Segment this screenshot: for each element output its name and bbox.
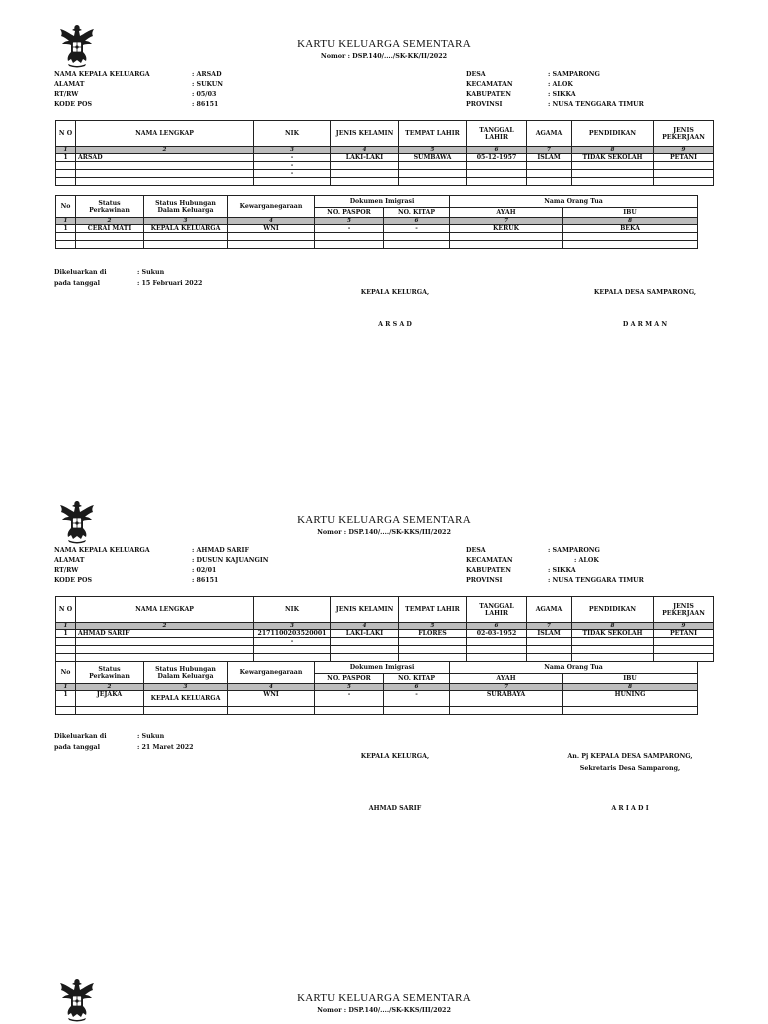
col-number: 7 xyxy=(527,623,572,630)
col-relation: Status Hubungan Dalam Keluarga xyxy=(144,662,228,684)
cell-job xyxy=(654,646,714,654)
table-row xyxy=(56,638,714,646)
cell-religion xyxy=(527,170,572,178)
cell-religion xyxy=(527,638,572,646)
table-row xyxy=(56,225,698,233)
sign-right-name: A R I A D I xyxy=(611,805,649,812)
card-title: KARTU KELUARGA SEMENTARA xyxy=(297,992,471,1004)
cell-education xyxy=(572,162,654,170)
col-number: 6 xyxy=(467,147,527,154)
district-label: KECAMATAN xyxy=(466,557,513,564)
col-number: 8 xyxy=(572,623,654,630)
cell-sex xyxy=(331,646,399,654)
col-birthplace: TEMPAT LAHIR xyxy=(399,597,467,623)
cell-citizenship: WNI xyxy=(228,691,315,707)
col-number: 9 xyxy=(654,623,714,630)
cell-birthdate xyxy=(467,638,527,646)
col-number: 3 xyxy=(254,623,331,630)
issued-info xyxy=(54,267,202,289)
col-mother: IBU xyxy=(563,208,698,218)
col-number: 7 xyxy=(450,684,563,691)
head-name-label: NAMA KEPALA KELUARGA xyxy=(54,71,150,78)
col-number: 2 xyxy=(76,218,144,225)
cell-no: 1 xyxy=(56,630,76,638)
cell-passport: - xyxy=(315,225,384,233)
rtrw-value: : 02/01 xyxy=(192,567,217,574)
cell-sex xyxy=(331,638,399,646)
issued-on-label: pada tanggal xyxy=(54,744,101,751)
col-father: AYAH xyxy=(450,674,563,684)
col-number: 1 xyxy=(56,684,76,691)
cell-birthdate xyxy=(467,170,527,178)
sign-left-title: KEPALA KELURGA, xyxy=(360,289,430,296)
table-row xyxy=(56,233,698,241)
col-education: PENDIDIKAN xyxy=(572,121,654,147)
col-citizenship: Kewarganegaraan xyxy=(228,662,315,684)
col-no: No xyxy=(56,196,76,218)
col-number: 3 xyxy=(144,218,228,225)
members-table xyxy=(55,596,714,662)
postcode-value: : 86151 xyxy=(192,101,219,108)
cell-nik: 2171100203520001 xyxy=(254,630,331,638)
table-row xyxy=(56,646,714,654)
col-number: 6 xyxy=(467,623,527,630)
col-religion: AGAMA xyxy=(527,597,572,623)
cell-marital: CERAI MATI xyxy=(76,225,144,233)
col-number: 3 xyxy=(144,684,228,691)
cell-religion: ISLAM xyxy=(527,630,572,638)
col-job: JENIS PEKERJAAN xyxy=(654,597,714,623)
province-value: : NUSA TENGGARA TIMUR xyxy=(548,577,644,584)
village-value: : SAMPARONG xyxy=(548,71,600,78)
col-nik: NIK xyxy=(254,121,331,147)
col-documents: Dokumen Imigrasi xyxy=(315,662,450,674)
cell-sex: LAKI-LAKI xyxy=(331,154,399,162)
cell-citizenship: WNI xyxy=(228,225,315,233)
address-value: : DUSUN KAJUANGIN xyxy=(192,557,269,564)
col-nik: NIK xyxy=(254,597,331,623)
cell-nik: - xyxy=(254,170,331,178)
cell-name xyxy=(76,170,254,178)
col-birthdate: TANGGAL LAHIR xyxy=(467,121,527,147)
cell-nik: - xyxy=(254,638,331,646)
cell-birthplace: FLORES xyxy=(399,630,467,638)
rtrw-label: RT/RW xyxy=(54,91,79,98)
sign-right-subtitle: Sekretaris Desa Samparong, xyxy=(579,765,681,772)
col-no: N O xyxy=(56,121,76,147)
card-title: KARTU KELUARGA SEMENTARA xyxy=(297,38,471,50)
cell-no: 1 xyxy=(56,225,76,233)
regency-label: KABUPATEN xyxy=(466,567,511,574)
cell-no: 1 xyxy=(56,154,76,162)
cell-job xyxy=(654,170,714,178)
col-number: 8 xyxy=(563,684,698,691)
cell-name xyxy=(76,646,254,654)
card-number: Nomor : DSP.140/..../SK-KKS/III/2022 xyxy=(317,1006,451,1014)
table-row xyxy=(56,707,698,715)
cell-birthplace xyxy=(399,638,467,646)
head-info xyxy=(54,70,223,110)
regency-label: KABUPATEN xyxy=(466,91,511,98)
postcode-label: KODE POS xyxy=(54,577,93,584)
col-passport: NO. PASPOR xyxy=(315,208,384,218)
col-kitap: NO. KITAP xyxy=(384,208,450,218)
col-sex: JENIS KELAMIN xyxy=(331,597,399,623)
col-mother: IBU xyxy=(563,674,698,684)
table-row xyxy=(56,241,698,249)
province-value: : NUSA TENGGARA TIMUR xyxy=(548,101,644,108)
col-relation: Status Hubungan Dalam Keluarga xyxy=(144,196,228,218)
cell-birthdate xyxy=(467,162,527,170)
col-birthdate: TANGGAL LAHIR xyxy=(467,597,527,623)
col-no: No xyxy=(56,662,76,684)
cell-no xyxy=(56,170,76,178)
col-passport: NO. PASPOR xyxy=(315,674,384,684)
sign-left-name: AHMAD SARIF xyxy=(368,805,422,812)
col-number: 4 xyxy=(228,218,315,225)
col-number: 4 xyxy=(331,147,399,154)
card-number: Nomor : DSP.140/..../SK-KK/II/2022 xyxy=(320,52,448,60)
card-title: KARTU KELUARGA SEMENTARA xyxy=(297,514,471,526)
cell-education xyxy=(572,170,654,178)
col-religion: AGAMA xyxy=(527,121,572,147)
col-number: 8 xyxy=(572,147,654,154)
cell-sex xyxy=(331,162,399,170)
issued-on-label: pada tanggal xyxy=(54,280,101,287)
cell-relation: KEPALA KELUARGA xyxy=(144,225,228,233)
cell-name xyxy=(76,162,254,170)
cell-birthplace xyxy=(399,170,467,178)
region-info xyxy=(466,546,644,586)
province-label: PROVINSI xyxy=(466,577,503,584)
cell-job: PETANI xyxy=(654,630,714,638)
regency-value: : SIKKA xyxy=(548,91,576,98)
head-name-value: : AHMAD SARIF xyxy=(192,547,249,554)
address-value: : SUKUN xyxy=(192,81,224,88)
col-number: 2 xyxy=(76,684,144,691)
col-number: 5 xyxy=(315,218,384,225)
district-value: : ALOK xyxy=(548,81,573,88)
issued-on-value: : 15 Februari 2022 xyxy=(137,280,203,287)
sign-left-title: KEPALA KELURGA, xyxy=(360,753,430,760)
sign-left-name: A R S A D xyxy=(378,321,412,328)
village-label: DESA xyxy=(466,71,486,78)
table-row xyxy=(56,154,714,162)
cell-birthplace: SUMBAWA xyxy=(399,154,467,162)
col-number: 4 xyxy=(228,684,315,691)
col-citizenship: Kewarganegaraan xyxy=(228,196,315,218)
table-row xyxy=(56,630,714,638)
address-label: ALAMAT xyxy=(54,81,85,88)
cell-education xyxy=(572,638,654,646)
head-info xyxy=(54,546,269,586)
col-parents: Nama Orang Tua xyxy=(450,662,698,674)
cell-no xyxy=(56,638,76,646)
district-label: KECAMATAN xyxy=(466,81,513,88)
cell-mother: BEKA xyxy=(563,225,698,233)
cell-job xyxy=(654,162,714,170)
issued-at-value: : Sukun xyxy=(137,269,165,276)
rtrw-value: : 05/03 xyxy=(192,91,217,98)
col-number: 6 xyxy=(384,218,450,225)
col-father: AYAH xyxy=(450,208,563,218)
cell-birthdate: 02-03-1952 xyxy=(467,630,527,638)
col-no: N O xyxy=(56,597,76,623)
col-birthplace: TEMPAT LAHIR xyxy=(399,121,467,147)
col-marital: Status Perkawinan xyxy=(76,662,144,684)
cell-job xyxy=(654,638,714,646)
cell-no: 1 xyxy=(56,691,76,707)
col-number: 5 xyxy=(399,623,467,630)
cell-birthdate xyxy=(467,646,527,654)
cell-name xyxy=(76,638,254,646)
cell-nik xyxy=(254,646,331,654)
postcode-label: KODE POS xyxy=(54,101,93,108)
members-table xyxy=(55,120,714,186)
col-documents: Dokumen Imigrasi xyxy=(315,196,450,208)
cell-education: TIDAK SEKOLAH xyxy=(572,630,654,638)
table-row xyxy=(56,170,714,178)
col-number: 8 xyxy=(563,218,698,225)
cell-religion xyxy=(527,162,572,170)
province-label: PROVINSI xyxy=(466,101,503,108)
cell-name: ARSAD xyxy=(76,154,254,162)
village-label: DESA xyxy=(466,547,486,554)
cell-birthplace xyxy=(399,646,467,654)
col-sex: JENIS KELAMIN xyxy=(331,121,399,147)
cell-marital: JEJAKA xyxy=(76,691,144,707)
status-table xyxy=(55,195,698,249)
col-number: 2 xyxy=(76,147,254,154)
rtrw-label: RT/RW xyxy=(54,567,79,574)
cell-job: PETANI xyxy=(654,154,714,162)
issued-at-label: Dikeluarkan di xyxy=(54,269,107,276)
col-kitap: NO. KITAP xyxy=(384,674,450,684)
col-name: NAMA LENGKAP xyxy=(76,121,254,147)
issued-info xyxy=(54,731,193,753)
district-value: : ALOK xyxy=(574,557,599,564)
cell-no xyxy=(56,646,76,654)
cell-father: SURABAYA xyxy=(450,691,563,707)
card-number: Nomor : DSP.140/..../SK-KKS/III/2022 xyxy=(317,528,451,536)
cell-nik: - xyxy=(254,162,331,170)
col-number: 1 xyxy=(56,623,76,630)
issued-at-value: : Sukun xyxy=(137,733,165,740)
sign-right-title: An. Pj KEPALA DESA SAMPARONG, xyxy=(567,753,693,760)
issued-at-label: Dikeluarkan di xyxy=(54,733,107,740)
col-number: 5 xyxy=(315,684,384,691)
col-job: JENIS PEKERJAAN xyxy=(654,121,714,147)
issued-on-value: : 21 Maret 2022 xyxy=(137,744,194,751)
cell-passport: - xyxy=(315,691,384,707)
postcode-value: : 86151 xyxy=(192,577,219,584)
col-number: 4 xyxy=(331,623,399,630)
region-info xyxy=(466,70,644,110)
table-row xyxy=(56,162,714,170)
cell-education: TIDAK SEKOLAH xyxy=(572,154,654,162)
head-name-value: : ARSAD xyxy=(192,71,222,78)
cell-kitap: - xyxy=(384,225,450,233)
status-table xyxy=(55,661,698,715)
cell-nik: - xyxy=(254,154,331,162)
col-number: 9 xyxy=(654,147,714,154)
cell-birthdate: 05-12-1957 xyxy=(467,154,527,162)
head-name-label: NAMA KEPALA KELUARGA xyxy=(54,547,150,554)
col-name: NAMA LENGKAP xyxy=(76,597,254,623)
cell-sex: LAKI-LAKI xyxy=(331,630,399,638)
col-marital: Status Perkawinan xyxy=(76,196,144,218)
cell-religion: ISLAM xyxy=(527,154,572,162)
regency-value: : SIKKA xyxy=(548,567,576,574)
cell-kitap: - xyxy=(384,691,450,707)
cell-no xyxy=(56,162,76,170)
cell-name: AHMAD SARIF xyxy=(76,630,254,638)
cell-birthplace xyxy=(399,162,467,170)
cell-religion xyxy=(527,646,572,654)
col-number: 5 xyxy=(399,147,467,154)
village-value: : SAMPARONG xyxy=(548,547,600,554)
table-row xyxy=(56,691,698,707)
col-number: 3 xyxy=(254,147,331,154)
sign-right-title: KEPALA DESA SAMPARONG, xyxy=(593,289,697,296)
col-education: PENDIDIKAN xyxy=(572,597,654,623)
sign-right-name: D A R M A N xyxy=(622,321,668,328)
col-number: 6 xyxy=(384,684,450,691)
col-number: 1 xyxy=(56,147,76,154)
cell-sex xyxy=(331,170,399,178)
table-row xyxy=(56,178,714,186)
col-number: 7 xyxy=(527,147,572,154)
cell-education xyxy=(572,646,654,654)
col-number: 7 xyxy=(450,218,563,225)
col-parents: Nama Orang Tua xyxy=(450,196,698,208)
col-number: 1 xyxy=(56,218,76,225)
cell-mother: HUNING xyxy=(563,691,698,707)
address-label: ALAMAT xyxy=(54,557,85,564)
cell-father: KERUK xyxy=(450,225,563,233)
col-number: 2 xyxy=(76,623,254,630)
cell-relation: KEPALA KELUARGA xyxy=(144,691,228,707)
